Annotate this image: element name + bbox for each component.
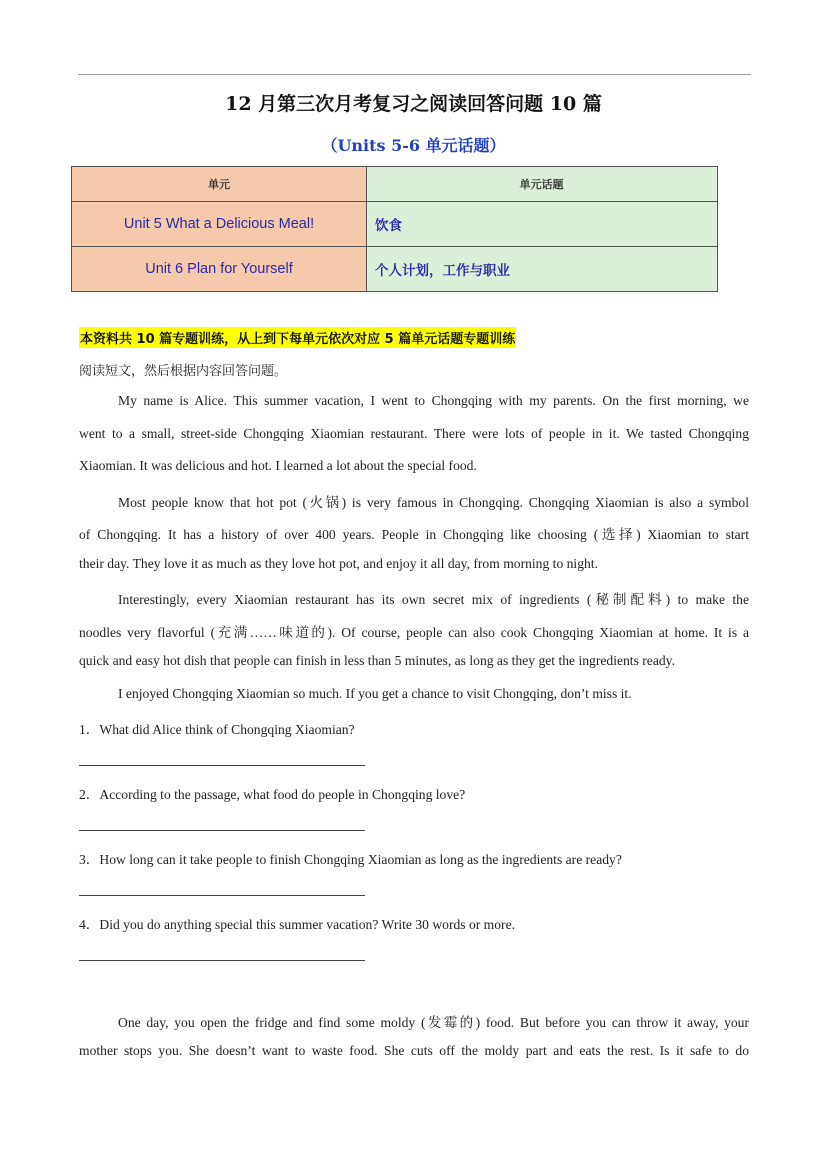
- passage-line: went to a small, street-side Chongqing Xiaomian restaurant. There were lots of people in it. We tasted Chongqing: [79, 426, 749, 441]
- highlighted-note: 本资料共 10 篇专题训练，从上到下每单元依次对应 5 篇单元话题专题训练: [79, 327, 516, 348]
- question-1: 1．What did Alice think of Chongqing Xiaomian?: [79, 722, 355, 737]
- table-cell-topic: 饮食: [367, 202, 718, 247]
- reading-instruction: 阅读短文，然后根据内容回答问题。: [79, 364, 288, 379]
- table-cell-unit: Unit 5 What a Delicious Meal!: [72, 202, 367, 247]
- table-header-topic: 单元话题: [367, 167, 718, 202]
- passage-line: Xiaomian. It was delicious and hot. I learned a lot about the special food.: [79, 458, 477, 473]
- answer-line-1[interactable]: [79, 765, 365, 766]
- answer-line-2[interactable]: [79, 830, 365, 831]
- table-header-unit: 单元: [72, 167, 367, 202]
- passage-line: quick and easy hot dish that people can finish in less than 5 minutes, as long as they get the ingredients ready.: [79, 653, 675, 668]
- page-subtitle: （Units 5-6 单元话题）: [321, 136, 506, 155]
- passage-line: Interestingly, every Xiaomian restaurant has its own secret mix of ingredients (秘制配料) to make the: [118, 592, 749, 607]
- question-3: 3．How long can it take people to finish Chongqing Xiaomian as long as the ingredients are ready?: [79, 852, 622, 867]
- header-rule: [78, 74, 751, 75]
- passage-line: My name is Alice. This summer vacation, I went to Chongqing with my parents. On the first morning, we: [118, 393, 749, 408]
- passage-line: mother stops you. She doesn’t want to waste food. She cuts off the moldy part and eats the rest. Is it safe to do: [79, 1043, 749, 1058]
- table-row: [72, 247, 718, 292]
- passage-line: their day. They love it as much as they love hot pot, and enjoy it all day, from morning to night.: [79, 556, 598, 571]
- passage-line: noodles very flavorful (充满……味道的). Of course, people can also cook Chongqing Xiaomian at home. It is a: [79, 625, 749, 640]
- answer-line-3[interactable]: [79, 895, 365, 896]
- page-title: 12 月第三次月考复习之阅读回答问题 10 篇: [225, 93, 602, 115]
- table-header-row: [72, 167, 718, 202]
- passage-line: of Chongqing. It has a history of over 400 years. People in Chongqing like choosing (选择) Xiaomian to start: [79, 527, 749, 542]
- table-row: [72, 202, 718, 247]
- passage-line: Most people know that hot pot (火锅) is very famous in Chongqing. Chongqing Xiaomian is also a symbol: [118, 495, 749, 510]
- passage-line: I enjoyed Chongqing Xiaomian so much. If you get a chance to visit Chongqing, don’t miss it.: [118, 686, 632, 701]
- table-cell-unit: Unit 6 Plan for Yourself: [72, 247, 367, 292]
- question-2: 2．According to the passage, what food do people in Chongqing love?: [79, 787, 466, 802]
- table-cell-topic: 个人计划，工作与职业: [367, 247, 718, 292]
- passage-line: One day, you open the fridge and find some moldy (发霉的) food. But before you can throw it away, your: [118, 1015, 749, 1030]
- unit-topic-table: [71, 166, 718, 292]
- answer-line-4[interactable]: [79, 960, 365, 961]
- question-4: 4．Did you do anything special this summer vacation? Write 30 words or more.: [79, 917, 516, 932]
